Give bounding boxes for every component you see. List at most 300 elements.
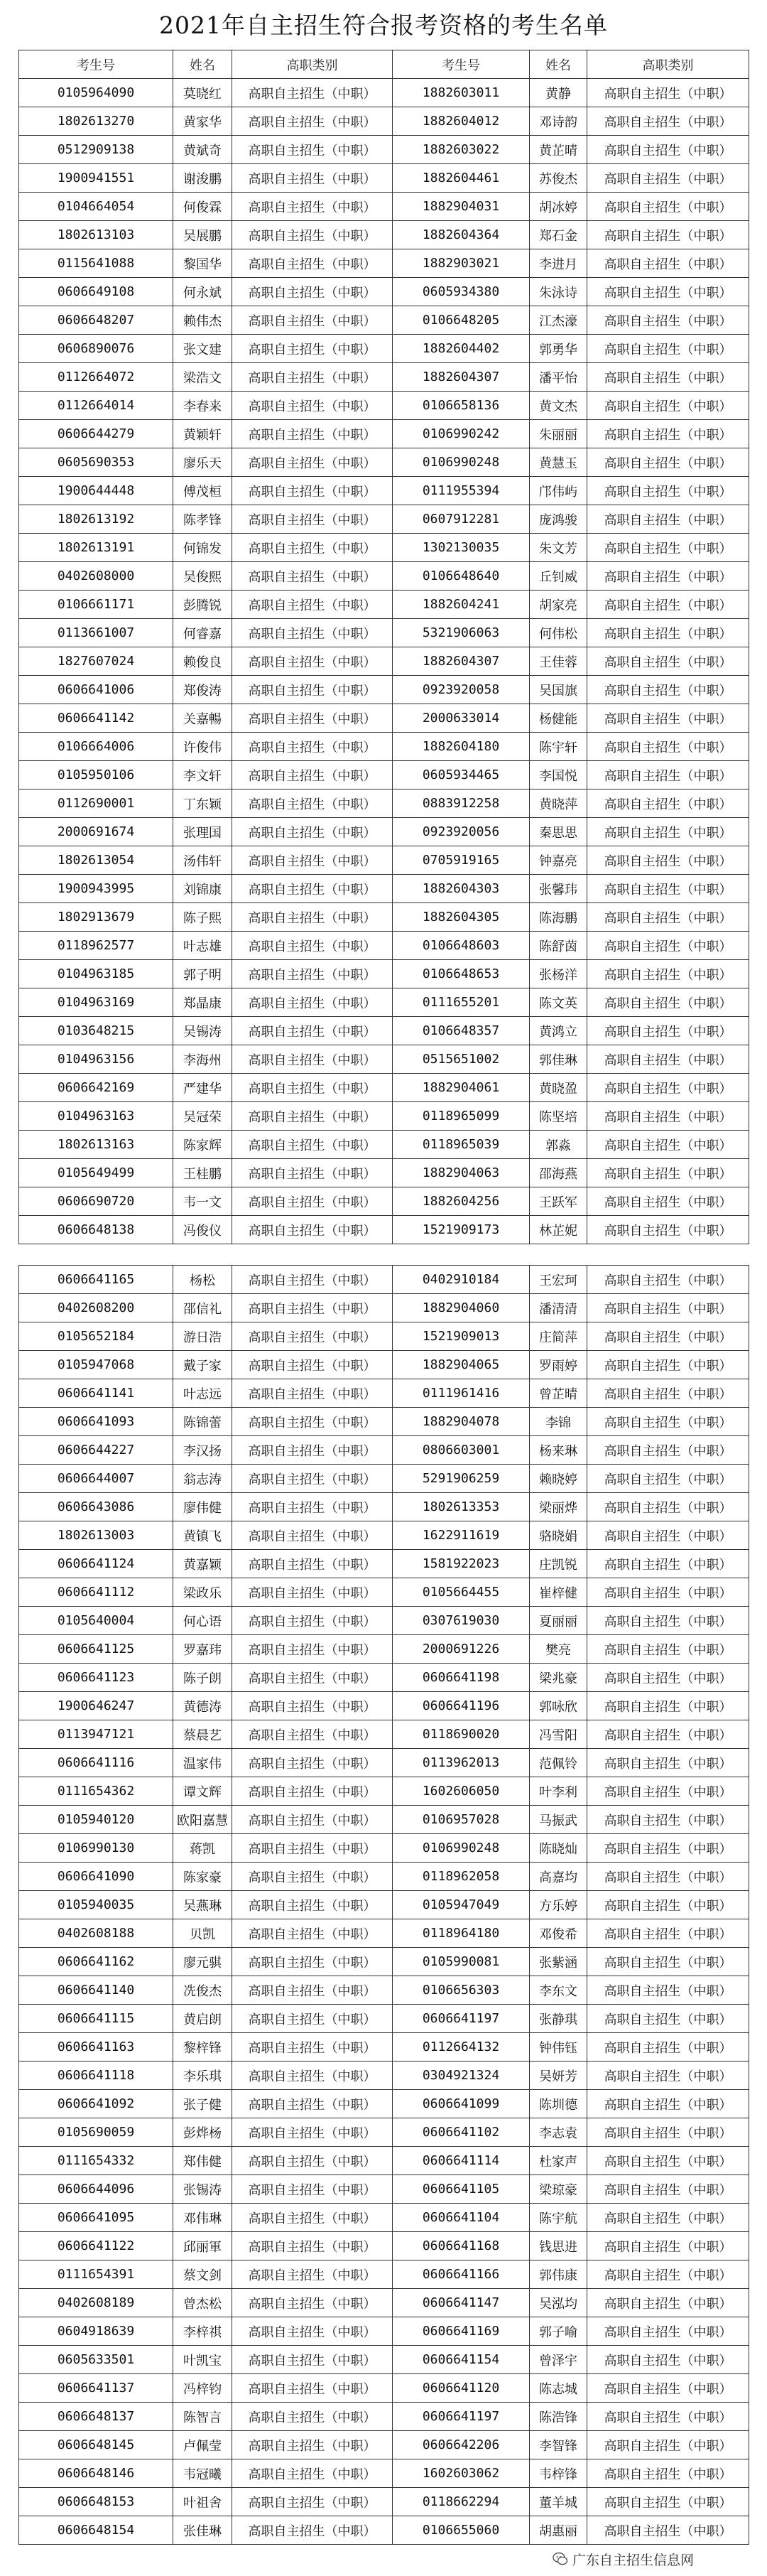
- cell-category: 高职自主招生（中职）: [232, 1102, 393, 1131]
- cell-name-right: 冯雪阳: [530, 1720, 587, 1749]
- cell-category: 高职自主招生（中职）: [232, 733, 393, 761]
- cell-exam-id: 1900941551: [19, 164, 173, 193]
- cell-category-right: 高职自主招生（中职）: [587, 107, 749, 136]
- table-row: [19, 1692, 749, 1720]
- table-row: [19, 1074, 749, 1102]
- cell-exam-id: 1900943995: [19, 875, 173, 903]
- cell-category: 高职自主招生（中职）: [232, 335, 393, 363]
- cell-name: 黄德涛: [173, 1692, 232, 1720]
- watermark: [548, 2548, 698, 2570]
- table-row: [19, 1017, 749, 1045]
- cell-name: 冯梓钧: [173, 2374, 232, 2403]
- cell-category-right: 高职自主招生（中职）: [587, 2403, 749, 2431]
- cell-category: 高职自主招生（中职）: [232, 2147, 393, 2175]
- cell-exam-id: 1802613191: [19, 534, 173, 562]
- cell-name-right: 黄静: [530, 79, 587, 107]
- cell-category: 高职自主招生（中职）: [232, 1948, 393, 1976]
- cell-category: 高职自主招生（中职）: [232, 1074, 393, 1102]
- cell-name: 韦一文: [173, 1187, 232, 1216]
- cell-name-right: 骆晓娟: [530, 1521, 587, 1550]
- cell-exam-id-right: 0606641102: [393, 2118, 530, 2147]
- cell-exam-id-right: 0515651002: [393, 1045, 530, 1074]
- cell-exam-id-right: 1521909013: [393, 1322, 530, 1351]
- cell-category: 高职自主招生（中职）: [232, 2232, 393, 2260]
- cell-category-right: 高职自主招生（中职）: [587, 1521, 749, 1550]
- cell-exam-id-right: 0606641154: [393, 2346, 530, 2374]
- cell-exam-id-right: 0606641198: [393, 1664, 530, 1692]
- cell-exam-id: 0113947121: [19, 1720, 173, 1749]
- cell-name: 吴燕琳: [173, 1891, 232, 1919]
- cell-name-right: 梁丽烨: [530, 1493, 587, 1521]
- cell-name-right: 陈舒茵: [530, 932, 587, 960]
- cell-category-right: 高职自主招生（中职）: [587, 1834, 749, 1863]
- cell-category: 高职自主招生（中职）: [232, 2374, 393, 2403]
- cell-exam-id: 1802613003: [19, 1521, 173, 1550]
- cell-category: 高职自主招生（中职）: [232, 789, 393, 818]
- cell-name: 戴子家: [173, 1351, 232, 1379]
- cell-category: 高职自主招生（中职）: [232, 647, 393, 676]
- cell-exam-id-right: 1602603062: [393, 2459, 530, 2488]
- table-row: [19, 1159, 749, 1187]
- cell-name: 彭腾锐: [173, 591, 232, 619]
- table-row: [19, 249, 749, 278]
- cell-category-right: 高职自主招生（中职）: [587, 1131, 749, 1159]
- cell-name: 赖俊良: [173, 647, 232, 676]
- table-row: [19, 2403, 749, 2431]
- cell-exam-id: 0606649108: [19, 278, 173, 306]
- cell-exam-id: 0118962577: [19, 932, 173, 960]
- cell-name: 严建华: [173, 1074, 232, 1102]
- table-row: [19, 335, 749, 363]
- cell-exam-id: 0512909138: [19, 136, 173, 164]
- cell-name: 张锡涛: [173, 2175, 232, 2204]
- table-row: [19, 647, 749, 676]
- cell-exam-id-right: 0106655060: [393, 2516, 530, 2545]
- cell-category-right: 高职自主招生（中职）: [587, 1187, 749, 1216]
- cell-name: 彭烨杨: [173, 2118, 232, 2147]
- cell-exam-id: 0105947068: [19, 1351, 173, 1379]
- cell-exam-id-right: 0605934380: [393, 278, 530, 306]
- cell-category: 高职自主招生（中职）: [232, 2459, 393, 2488]
- cell-name: 谭文辉: [173, 1777, 232, 1806]
- cell-exam-id-right: 1602606050: [393, 1777, 530, 1806]
- cell-exam-id: 0606644096: [19, 2175, 173, 2204]
- table-row: [19, 818, 749, 846]
- cell-category-right: 高职自主招生（中职）: [587, 1436, 749, 1465]
- cell-name: 谢浚鹏: [173, 164, 232, 193]
- cell-exam-id: 0105950106: [19, 761, 173, 789]
- cell-category: 高职自主招生（中职）: [232, 988, 393, 1017]
- cell-exam-id-right: 0606641197: [393, 2005, 530, 2033]
- cell-category-right: 高职自主招生（中职）: [587, 960, 749, 988]
- cell-exam-id-right: 1882904031: [393, 193, 530, 221]
- cell-category: 高职自主招生（中职）: [232, 1777, 393, 1806]
- cell-category: 高职自主招生（中职）: [232, 1635, 393, 1664]
- cell-category-right: 高职自主招生（中职）: [587, 335, 749, 363]
- cell-exam-id-right: 1882904060: [393, 1294, 530, 1322]
- table-row: [19, 1578, 749, 1607]
- table-row: [19, 1266, 749, 1294]
- cell-name-right: 高嘉均: [530, 1863, 587, 1891]
- cell-exam-id-right: 1882604307: [393, 647, 530, 676]
- table-row: [19, 306, 749, 335]
- cell-name: 何睿嘉: [173, 619, 232, 647]
- cell-name-right: 庄简萍: [530, 1322, 587, 1351]
- cell-exam-id: 0606641115: [19, 2005, 173, 2033]
- header-category-right: 高职类别: [587, 50, 749, 79]
- cell-name-right: 陈志城: [530, 2374, 587, 2403]
- cell-category: 高职自主招生（中职）: [232, 1045, 393, 1074]
- cell-category: 高职自主招生（中职）: [232, 505, 393, 534]
- cell-category-right: 高职自主招生（中职）: [587, 1635, 749, 1664]
- table-row: [19, 1379, 749, 1408]
- cell-name-right: 张馨玮: [530, 875, 587, 903]
- cell-exam-id-right: 0606641099: [393, 2090, 530, 2118]
- cell-category-right: 高职自主招生（中职）: [587, 249, 749, 278]
- cell-name: 蔡晨艺: [173, 1720, 232, 1749]
- cell-category-right: 高职自主招生（中职）: [587, 1322, 749, 1351]
- cell-exam-id: 0606641125: [19, 1635, 173, 1664]
- cell-category: 高职自主招生（中职）: [232, 704, 393, 733]
- cell-name-right: 郭伟康: [530, 2260, 587, 2289]
- cell-exam-id-right: 1882604303: [393, 875, 530, 903]
- header-name: 姓名: [173, 50, 232, 79]
- cell-category-right: 高职自主招生（中职）: [587, 363, 749, 392]
- table-row: [19, 2175, 749, 2204]
- cell-name: 许俊伟: [173, 733, 232, 761]
- table-row: [19, 1863, 749, 1891]
- cell-category-right: 高职自主招生（中职）: [587, 1692, 749, 1720]
- cell-category-right: 高职自主招生（中职）: [587, 562, 749, 591]
- cell-exam-id: 0606641006: [19, 676, 173, 704]
- cell-exam-id-right: 0106648205: [393, 306, 530, 335]
- cell-category: 高职自主招生（中职）: [232, 1493, 393, 1521]
- table-row: [19, 164, 749, 193]
- cell-name: 冼俊杰: [173, 1976, 232, 2005]
- cell-category: 高职自主招生（中职）: [232, 2346, 393, 2374]
- table-row: [19, 1045, 749, 1074]
- cell-category: 高职自主招生（中职）: [232, 1607, 393, 1635]
- cell-exam-id: 0606690720: [19, 1187, 173, 1216]
- cell-name: 李文轩: [173, 761, 232, 789]
- cell-name: 韦冠曦: [173, 2459, 232, 2488]
- cell-name-right: 江杰濠: [530, 306, 587, 335]
- cell-name-right: 董羊城: [530, 2488, 587, 2516]
- table-row: [19, 591, 749, 619]
- cell-exam-id: 0606890076: [19, 335, 173, 363]
- cell-name: 游日浩: [173, 1322, 232, 1351]
- cell-name: 黄镇飞: [173, 1521, 232, 1550]
- table-row: [19, 1131, 749, 1159]
- cell-category: 高职自主招生（中职）: [232, 903, 393, 932]
- table-row: [19, 1408, 749, 1436]
- table-row: [19, 1635, 749, 1664]
- cell-exam-id-right: 0606641169: [393, 2317, 530, 2346]
- cell-category: 高职自主招生（中职）: [232, 1017, 393, 1045]
- cell-exam-id-right: 0106648640: [393, 562, 530, 591]
- cell-exam-id-right: 1882904065: [393, 1351, 530, 1379]
- cell-name-right: 黄慧玉: [530, 448, 587, 477]
- cell-category: 高职自主招生（中职）: [232, 2175, 393, 2204]
- cell-category: 高职自主招生（中职）: [232, 960, 393, 988]
- cell-category-right: 高职自主招生（中职）: [587, 392, 749, 420]
- cell-category: 高职自主招生（中职）: [232, 2005, 393, 2033]
- cell-name-right: 郭佳琳: [530, 1045, 587, 1074]
- cell-exam-id-right: 1882604305: [393, 903, 530, 932]
- cell-category: 高职自主招生（中职）: [232, 363, 393, 392]
- cell-category: 高职自主招生（中职）: [232, 562, 393, 591]
- table-row: [19, 1521, 749, 1550]
- table-row: [19, 2090, 749, 2118]
- cell-exam-id: 0605690353: [19, 448, 173, 477]
- cell-name: 陈家豪: [173, 1863, 232, 1891]
- cell-exam-id-right: 0106648653: [393, 960, 530, 988]
- cell-category: 高职自主招生（中职）: [232, 107, 393, 136]
- cell-category-right: 高职自主招生（中职）: [587, 1664, 749, 1692]
- cell-category: 高职自主招生（中职）: [232, 932, 393, 960]
- cell-exam-id: 0606641093: [19, 1408, 173, 1436]
- cell-name: 陈智言: [173, 2403, 232, 2431]
- cell-exam-id: 0606644007: [19, 1465, 173, 1493]
- cell-category: 高职自主招生（中职）: [232, 2090, 393, 2118]
- table-row: [19, 2147, 749, 2175]
- cell-exam-id-right: 0105947049: [393, 1891, 530, 1919]
- cell-category: 高职自主招生（中职）: [232, 136, 393, 164]
- cell-category: 高职自主招生（中职）: [232, 1266, 393, 1294]
- cell-exam-id: 1900644448: [19, 477, 173, 505]
- cell-exam-id-right: 0606641168: [393, 2232, 530, 2260]
- cell-exam-id-right: 0106648603: [393, 932, 530, 960]
- table-row: [19, 2118, 749, 2147]
- cell-name-right: 杨健能: [530, 704, 587, 733]
- table-row: [19, 1102, 749, 1131]
- cell-exam-id: 0606648153: [19, 2488, 173, 2516]
- cell-name-right: 李国悦: [530, 761, 587, 789]
- cell-category: 高职自主招生（中职）: [232, 1692, 393, 1720]
- cell-name-right: 郭咏欣: [530, 1692, 587, 1720]
- cell-name-right: 黄晓萍: [530, 789, 587, 818]
- cell-name: 廖元骐: [173, 1948, 232, 1976]
- roster-table-2: [18, 1265, 749, 2545]
- table-row: [19, 1749, 749, 1777]
- cell-name: 郑伟健: [173, 2147, 232, 2175]
- cell-category: 高职自主招生（中职）: [232, 1131, 393, 1159]
- cell-name: 叶祖舍: [173, 2488, 232, 2516]
- cell-name: 黄嘉颖: [173, 1550, 232, 1578]
- cell-exam-id: 0606641165: [19, 1266, 173, 1294]
- cell-category-right: 高职自主招生（中职）: [587, 306, 749, 335]
- cell-name-right: 樊亮: [530, 1635, 587, 1664]
- cell-exam-id-right: 1302130035: [393, 534, 530, 562]
- cell-exam-id: 0606641140: [19, 1976, 173, 2005]
- cell-name: 李乐琪: [173, 2062, 232, 2090]
- cell-exam-id: 0606641090: [19, 1863, 173, 1891]
- cell-exam-id: 0104963185: [19, 960, 173, 988]
- cell-category-right: 高职自主招生（中职）: [587, 2090, 749, 2118]
- cell-category: 高职自主招生（中职）: [232, 619, 393, 647]
- cell-category: 高职自主招生（中职）: [232, 2488, 393, 2516]
- table-row: [19, 846, 749, 875]
- cell-category: 高职自主招生（中职）: [232, 278, 393, 306]
- cell-name: 蒋凯: [173, 1834, 232, 1863]
- cell-name: 郑俊涛: [173, 676, 232, 704]
- cell-exam-id: 1802613054: [19, 846, 173, 875]
- cell-name-right: 黄文杰: [530, 392, 587, 420]
- cell-exam-id-right: 0106648357: [393, 1017, 530, 1045]
- cell-exam-id: 0402608200: [19, 1294, 173, 1322]
- cell-exam-id: 1827607024: [19, 647, 173, 676]
- cell-exam-id-right: 0111655201: [393, 988, 530, 1017]
- cell-category-right: 高职自主招生（中职）: [587, 704, 749, 733]
- cell-name: 吴锡涛: [173, 1017, 232, 1045]
- cell-category-right: 高职自主招生（中职）: [587, 1720, 749, 1749]
- table-row: [19, 1607, 749, 1635]
- cell-category-right: 高职自主招生（中职）: [587, 1408, 749, 1436]
- cell-name: 梁浩文: [173, 363, 232, 392]
- cell-name-right: 王佳蓉: [530, 647, 587, 676]
- cell-name-right: 邵海燕: [530, 1159, 587, 1187]
- cell-category-right: 高职自主招生（中职）: [587, 932, 749, 960]
- cell-category-right: 高职自主招生（中职）: [587, 2033, 749, 2062]
- cell-name: 李汉扬: [173, 1436, 232, 1465]
- table-row: [19, 193, 749, 221]
- cell-exam-id: 0112664014: [19, 392, 173, 420]
- cell-category-right: 高职自主招生（中职）: [587, 818, 749, 846]
- cell-category-right: 高职自主招生（中职）: [587, 676, 749, 704]
- cell-category: 高职自主招生（中职）: [232, 1465, 393, 1493]
- cell-exam-id-right: 1581922023: [393, 1550, 530, 1578]
- cell-category-right: 高职自主招生（中职）: [587, 733, 749, 761]
- cell-category: 高职自主招生（中职）: [232, 2062, 393, 2090]
- cell-name: 汤伟轩: [173, 846, 232, 875]
- cell-name-right: 钟伟钰: [530, 2033, 587, 2062]
- cell-exam-id: 0606643086: [19, 1493, 173, 1521]
- cell-category-right: 高职自主招生（中职）: [587, 1074, 749, 1102]
- cell-name-right: 杨来琳: [530, 1436, 587, 1465]
- table-row: [19, 2005, 749, 2033]
- table-row: [19, 932, 749, 960]
- cell-category: 高职自主招生（中职）: [232, 306, 393, 335]
- cell-exam-id-right: 0307619030: [393, 1607, 530, 1635]
- cell-exam-id-right: 1882904078: [393, 1408, 530, 1436]
- table-row: [19, 1294, 749, 1322]
- cell-category: 高职自主招生（中职）: [232, 2204, 393, 2232]
- cell-category-right: 高职自主招生（中职）: [587, 1806, 749, 1834]
- cell-category: 高职自主招生（中职）: [232, 591, 393, 619]
- table-row: [19, 1664, 749, 1692]
- cell-exam-id-right: 0118965039: [393, 1131, 530, 1159]
- table-row: [19, 1919, 749, 1948]
- cell-name-right: 李智锋: [530, 2431, 587, 2459]
- cell-name: 黄颖轩: [173, 420, 232, 448]
- cell-category: 高职自主招生（中职）: [232, 1322, 393, 1351]
- cell-exam-id: 0105940035: [19, 1891, 173, 1919]
- cell-name: 陈家辉: [173, 1131, 232, 1159]
- cell-name: 陈锦蕾: [173, 1408, 232, 1436]
- cell-name-right: 陈海鹏: [530, 903, 587, 932]
- cell-exam-id: 1802613163: [19, 1131, 173, 1159]
- roster-table-1: [18, 50, 749, 1244]
- cell-name: 廖伟健: [173, 1493, 232, 1521]
- cell-name-right: 韦梓锋: [530, 2459, 587, 2488]
- cell-exam-id-right: 0106990248: [393, 1834, 530, 1863]
- cell-exam-id: 1802613192: [19, 505, 173, 534]
- cell-name: 贝凯: [173, 1919, 232, 1948]
- cell-category-right: 高职自主招生（中职）: [587, 221, 749, 249]
- table-row: [19, 704, 749, 733]
- cell-exam-id: 0606642169: [19, 1074, 173, 1102]
- table-row: [19, 1465, 749, 1493]
- cell-category-right: 高职自主招生（中职）: [587, 2147, 749, 2175]
- cell-category: 高职自主招生（中职）: [232, 1976, 393, 2005]
- cell-name: 邵信礼: [173, 1294, 232, 1322]
- cell-exam-id-right: 0106957028: [393, 1806, 530, 1834]
- table-row: [19, 420, 749, 448]
- cell-name-right: 钟嘉亮: [530, 846, 587, 875]
- table-row: [19, 2431, 749, 2459]
- table-row: [19, 2232, 749, 2260]
- cell-name-right: 朱文芳: [530, 534, 587, 562]
- cell-category: 高职自主招生（中职）: [232, 448, 393, 477]
- cell-name-right: 朱泳诗: [530, 278, 587, 306]
- cell-exam-id: 0606641092: [19, 2090, 173, 2118]
- cell-category: 高职自主招生（中职）: [232, 1294, 393, 1322]
- cell-exam-id: 1802913679: [19, 903, 173, 932]
- cell-exam-id: 0105640004: [19, 1607, 173, 1635]
- table-row: [19, 761, 749, 789]
- cell-name: 杨松: [173, 1266, 232, 1294]
- cell-category-right: 高职自主招生（中职）: [587, 1948, 749, 1976]
- cell-name-right: 黄晓盈: [530, 1074, 587, 1102]
- cell-exam-id: 0606641137: [19, 2374, 173, 2403]
- cell-category-right: 高职自主招生（中职）: [587, 2516, 749, 2545]
- table-row: [19, 363, 749, 392]
- table-row: [19, 1351, 749, 1379]
- cell-exam-id: 0606644227: [19, 1436, 173, 1465]
- cell-name-right: 黄芷晴: [530, 136, 587, 164]
- cell-exam-id-right: 0111961416: [393, 1379, 530, 1408]
- header-category: 高职类别: [232, 50, 393, 79]
- cell-name: 梁政乐: [173, 1578, 232, 1607]
- table-row: [19, 2488, 749, 2516]
- cell-category-right: 高职自主招生（中职）: [587, 2346, 749, 2374]
- cell-category-right: 高职自主招生（中职）: [587, 1017, 749, 1045]
- cell-exam-id: 0104664054: [19, 193, 173, 221]
- cell-name: 廖乐天: [173, 448, 232, 477]
- cell-category: 高职自主招生（中职）: [232, 1834, 393, 1863]
- cell-name: 张文建: [173, 335, 232, 363]
- table-row: [19, 505, 749, 534]
- cell-name: 冯俊仪: [173, 1216, 232, 1244]
- cell-exam-id-right: 5291906259: [393, 1465, 530, 1493]
- cell-exam-id-right: 0105664455: [393, 1578, 530, 1607]
- cell-exam-id-right: 0923920056: [393, 818, 530, 846]
- cell-name-right: 朱丽丽: [530, 420, 587, 448]
- cell-name: 叶志雄: [173, 932, 232, 960]
- cell-name-right: 叶李利: [530, 1777, 587, 1806]
- cell-name: 陈子熙: [173, 903, 232, 932]
- cell-category-right: 高职自主招生（中职）: [587, 761, 749, 789]
- cell-name-right: 梁兆豪: [530, 1664, 587, 1692]
- cell-name: 关嘉暢: [173, 704, 232, 733]
- cell-category-right: 高职自主招生（中职）: [587, 1379, 749, 1408]
- cell-name-right: 范佩铃: [530, 1749, 587, 1777]
- cell-name-right: 张杨洋: [530, 960, 587, 988]
- cell-category-right: 高职自主招生（中职）: [587, 534, 749, 562]
- cell-category: 高职自主招生（中职）: [232, 2403, 393, 2431]
- cell-category: 高职自主招生（中职）: [232, 2289, 393, 2317]
- table-row: [19, 1436, 749, 1465]
